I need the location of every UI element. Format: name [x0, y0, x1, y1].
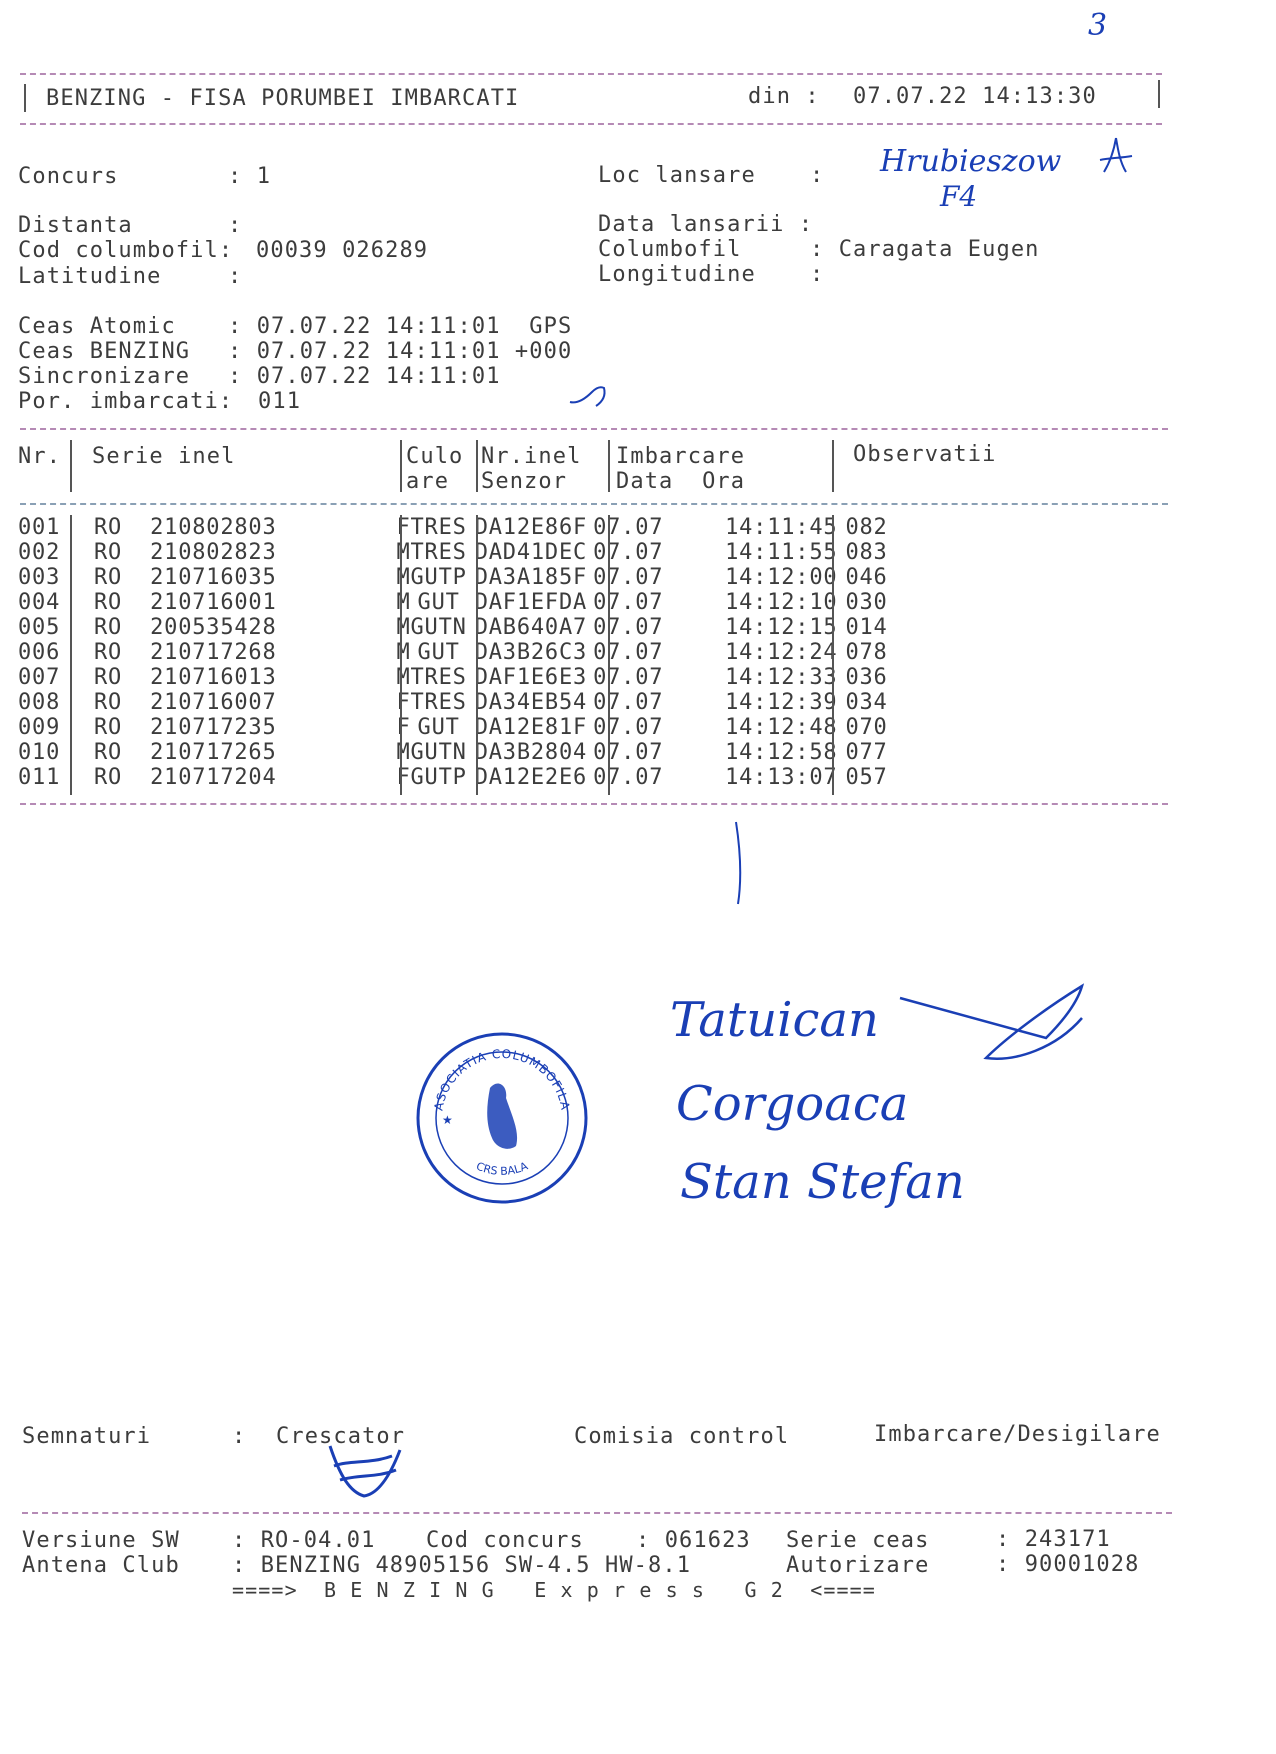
row-sep-5	[832, 515, 834, 795]
cell-sensor: DA3A185F	[474, 565, 588, 590]
cell-ro: RO	[94, 590, 123, 615]
columbofil-label: Columbofil	[598, 237, 742, 262]
serie-ceas-label: Serie ceas	[786, 1528, 930, 1553]
col-serie-header: Serie inel	[92, 444, 236, 469]
cell-yr: 21	[150, 565, 179, 590]
cell-obs: 014	[845, 615, 888, 640]
cell-yr: 21	[150, 740, 179, 765]
cell-sex: F	[396, 715, 411, 740]
cell-date: 07.07	[593, 740, 664, 765]
header-top-rule	[20, 73, 1162, 75]
header-title: BENZING - FISA PORUMBEI IMBARCATI	[46, 86, 520, 111]
cell-obs: 078	[845, 640, 888, 665]
cell-sex: F	[396, 515, 411, 540]
cell-yr: 21	[150, 665, 179, 690]
cell-ring: 0716001	[178, 590, 277, 615]
table-row	[18, 640, 1023, 665]
cell-sensor: DAD41DEC	[474, 540, 588, 565]
signature-line-1: Tatuican	[670, 992, 879, 1048]
cell-date: 07.07	[593, 640, 664, 665]
cell-time: 14:12:24	[725, 640, 838, 665]
cell-obs: 030	[845, 590, 888, 615]
col-imbarcare-header-1: Imbarcare	[616, 444, 746, 469]
longitudine-sep: :	[810, 262, 825, 287]
cell-ro: RO	[94, 765, 123, 790]
data-lansarii-label: Data lansarii :	[598, 212, 814, 237]
cell-time: 14:12:58	[725, 740, 838, 765]
cell-nr: 007	[18, 665, 61, 690]
versiune-sw-value: : RO-04.01	[232, 1528, 376, 1553]
versiune-sw-label: Versiune SW	[22, 1528, 180, 1553]
cell-sensor: DAB640A7	[474, 615, 588, 640]
por-imbarcati-value: 011	[258, 389, 302, 414]
latitudine-sep: :	[228, 264, 243, 289]
cell-time: 14:11:45	[725, 515, 838, 540]
concurs-value: : 1	[228, 164, 272, 189]
cell-ro: RO	[94, 715, 123, 740]
header-din-label: din :	[748, 84, 820, 109]
cell-ro: RO	[94, 515, 123, 540]
cell-obs: 034	[845, 690, 888, 715]
cell-obs: 046	[845, 565, 888, 590]
cell-obs: 036	[845, 665, 888, 690]
cell-color: TRES	[410, 665, 467, 690]
cell-sex: M	[396, 565, 411, 590]
cell-ring: 0535428	[178, 615, 277, 640]
cell-sensor: DAF1EFDA	[474, 590, 588, 615]
ceas-benzing-label: Ceas BENZING	[18, 339, 191, 364]
cell-yr: 21	[150, 690, 179, 715]
header-right-bar	[1158, 80, 1160, 108]
antena-club-value: : BENZING 48905156 SW-4.5 HW-8.1	[232, 1553, 692, 1578]
col-culoare-header-1: Culo	[406, 444, 464, 469]
cell-color: GUTN	[410, 615, 467, 640]
row-sep-3	[476, 515, 478, 795]
comisia-control-label: Comisia control	[574, 1424, 790, 1449]
col-nrinel-header-2: Senzor	[481, 469, 568, 494]
hdr-sep-3	[476, 440, 478, 492]
cell-ring: 0717265	[178, 740, 277, 765]
cell-date: 07.07	[593, 690, 664, 715]
association-stamp	[412, 1028, 592, 1208]
cell-time: 14:12:00	[725, 565, 838, 590]
cell-date: 07.07	[593, 515, 664, 540]
serie-ceas-value: : 243171	[996, 1527, 1111, 1552]
col-nrinel-header-1: Nr.inel	[481, 444, 582, 469]
table-row	[18, 590, 1023, 615]
crescator-label: Crescator	[276, 1424, 406, 1449]
table-row	[18, 515, 1023, 540]
cell-sex: M	[396, 615, 411, 640]
ceas-atomic-label: Ceas Atomic	[18, 314, 176, 339]
cod-concurs-label: Cod concurs	[426, 1528, 584, 1553]
signature-line-2: Corgoaca	[676, 1076, 909, 1132]
cell-obs: 082	[845, 515, 888, 540]
hdr-sep-2	[400, 440, 402, 492]
cell-color: GUTN	[410, 740, 467, 765]
hdr-sep-5	[832, 440, 834, 492]
imbarcare-desigilare-label: Imbarcare/Desigilare	[874, 1422, 1161, 1447]
cell-sex: M	[396, 590, 411, 615]
cell-date: 07.07	[593, 665, 664, 690]
cell-sex: M	[396, 740, 411, 765]
distanta-label: Distanta	[18, 213, 133, 238]
cell-color: GUT	[417, 590, 460, 615]
cell-yr: 21	[150, 590, 179, 615]
table-bottom-rule	[20, 803, 1168, 805]
cell-nr: 002	[18, 540, 61, 565]
antena-club-label: Antena Club	[22, 1553, 180, 1578]
row-sep-2	[400, 515, 402, 795]
signature-flourish	[896, 978, 1086, 1068]
footer-rule	[22, 1512, 1172, 1514]
cell-yr: 21	[150, 515, 179, 540]
header-din-value: 07.07.22 14:13:30	[853, 84, 1097, 109]
table-row	[18, 615, 1023, 640]
cell-nr: 009	[18, 715, 61, 740]
col-imbarcare-header-2: Data Ora	[616, 469, 746, 494]
cell-ro: RO	[94, 665, 123, 690]
row-sep-4	[608, 515, 610, 795]
loc-handwritten-sub: F4	[940, 180, 978, 213]
cell-date: 07.07	[593, 615, 664, 640]
table-top-rule	[20, 428, 1168, 430]
cell-ring: 0802823	[178, 540, 277, 565]
cell-time: 14:12:39	[725, 690, 838, 715]
cell-nr: 006	[18, 640, 61, 665]
cell-yr: 21	[150, 765, 179, 790]
cell-sensor: DA3B2804	[474, 740, 588, 765]
cell-ring: 0716035	[178, 565, 277, 590]
table-row	[18, 740, 1023, 765]
table-row	[18, 690, 1023, 715]
cell-ring: 0716007	[178, 690, 277, 715]
cell-color: TRES	[410, 690, 467, 715]
por-imbarcati-label: Por. imbarcati:	[18, 389, 234, 414]
sincronizare-label: Sincronizare	[18, 364, 191, 389]
cell-sensor: DA12E81F	[474, 715, 588, 740]
autorizare-label: Autorizare	[786, 1553, 930, 1578]
stamp-text-bottom: CRS BALA	[474, 1159, 530, 1178]
semnaturi-sep: :	[232, 1424, 247, 1449]
cell-sensor: DA3B26C3	[474, 640, 588, 665]
cell-obs: 070	[845, 715, 888, 740]
pen-tick-mark	[566, 380, 610, 410]
cod-columbofil-value: 00039 026289	[256, 238, 429, 263]
cod-columbofil-label: Cod columbofil:	[18, 238, 234, 263]
cell-nr: 004	[18, 590, 61, 615]
cell-sex: M	[396, 640, 411, 665]
loc-handwritten-mark	[1096, 132, 1136, 178]
cell-nr: 001	[18, 515, 61, 540]
header-bottom-rule	[20, 123, 1162, 125]
loc-handwritten: Hrubieszow	[880, 144, 1062, 179]
cell-ring: 0717204	[178, 765, 277, 790]
cell-ring: 0717235	[178, 715, 277, 740]
concurs-label: Concurs	[18, 164, 119, 189]
cell-obs: 083	[845, 540, 888, 565]
autorizare-value: : 90001028	[996, 1552, 1140, 1577]
table-header-rule	[20, 503, 1168, 505]
cell-sex: F	[396, 690, 411, 715]
col-culoare-header-2: are	[406, 469, 450, 494]
cell-nr: 010	[18, 740, 61, 765]
semnaturi-label: Semnaturi	[22, 1424, 152, 1449]
page-number: 3	[1088, 8, 1108, 43]
data-table	[18, 515, 1023, 790]
cell-yr: 21	[150, 640, 179, 665]
loc-label: Loc lansare	[598, 163, 756, 188]
cell-sensor: DA12E2E6	[474, 765, 588, 790]
cell-ring: 0716013	[178, 665, 277, 690]
cell-ro: RO	[94, 565, 123, 590]
cell-date: 07.07	[593, 715, 664, 740]
cell-ro: RO	[94, 615, 123, 640]
cell-obs: 057	[845, 765, 888, 790]
cell-ro: RO	[94, 740, 123, 765]
cell-nr: 011	[18, 765, 61, 790]
cell-obs: 077	[845, 740, 888, 765]
cell-date: 07.07	[593, 565, 664, 590]
col-nr-header: Nr.	[18, 444, 62, 469]
cell-time: 14:12:15	[725, 615, 838, 640]
cell-ring: 0802803	[178, 515, 277, 540]
cell-time: 14:12:33	[725, 665, 838, 690]
sincronizare-value: : 07.07.22 14:11:01	[228, 364, 501, 389]
cell-sex: F	[396, 765, 411, 790]
cell-ring: 0717268	[178, 640, 277, 665]
cell-nr: 003	[18, 565, 61, 590]
cell-time: 14:12:10	[725, 590, 838, 615]
latitudine-label: Latitudine	[18, 264, 162, 289]
cell-yr: 21	[150, 715, 179, 740]
longitudine-label: Longitudine	[598, 262, 756, 287]
benzing-express-banner: ====> B E N Z I N G E x p r e s s G 2 <====	[232, 1578, 876, 1602]
distanta-sep: :	[228, 213, 243, 238]
cell-date: 07.07	[593, 540, 664, 565]
ceas-benzing-value: : 07.07.22 14:11:01 +000	[228, 339, 573, 364]
cell-nr: 005	[18, 615, 61, 640]
stamp-text: ASOCIATIA COLUMBOFILA	[431, 1046, 573, 1112]
signature-line-3: Stan Stefan	[680, 1154, 965, 1210]
svg-text:★: ★	[442, 1113, 453, 1127]
header-left-bar	[24, 84, 26, 112]
cell-color: GUTP	[410, 765, 467, 790]
cell-sensor: DA34EB54	[474, 690, 588, 715]
cell-date: 07.07	[593, 590, 664, 615]
table-row	[18, 715, 1023, 740]
hdr-sep-1	[70, 440, 72, 492]
table-row	[18, 565, 1023, 590]
cell-sex: M	[396, 540, 411, 565]
cell-color: TRES	[410, 540, 467, 565]
row-sep-1	[70, 515, 72, 795]
cell-ro: RO	[94, 690, 123, 715]
columbofil-value: : Caragata Eugen	[810, 237, 1040, 262]
table-row	[18, 765, 1023, 790]
cell-color: GUTP	[410, 565, 467, 590]
cell-color: TRES	[410, 515, 467, 540]
cell-color: GUT	[417, 715, 460, 740]
svg-text:CRS BALA	[474, 1159, 530, 1178]
cell-time: 14:11:55	[725, 540, 838, 565]
cell-ro: RO	[94, 640, 123, 665]
cell-yr: 21	[150, 540, 179, 565]
col-observatii-header: Observatii	[853, 442, 997, 467]
ceas-atomic-value: : 07.07.22 14:11:01 GPS	[228, 314, 573, 339]
cell-sex: M	[396, 665, 411, 690]
cell-time: 14:13:07	[725, 765, 838, 790]
cell-color: GUT	[417, 640, 460, 665]
cell-sensor: DAF1E6E3	[474, 665, 588, 690]
crescator-signature	[320, 1436, 410, 1502]
hdr-sep-4	[608, 440, 610, 492]
cell-yr: 20	[150, 615, 179, 640]
cod-concurs-value: : 061623	[636, 1528, 751, 1553]
cell-ro: RO	[94, 540, 123, 565]
cell-sensor: DA12E86F	[474, 515, 588, 540]
cell-nr: 008	[18, 690, 61, 715]
loc-sep: :	[810, 163, 825, 188]
cell-date: 07.07	[593, 765, 664, 790]
cell-time: 14:12:48	[725, 715, 838, 740]
table-row	[18, 665, 1023, 690]
pen-stroke	[730, 818, 750, 908]
table-row	[18, 540, 1023, 565]
